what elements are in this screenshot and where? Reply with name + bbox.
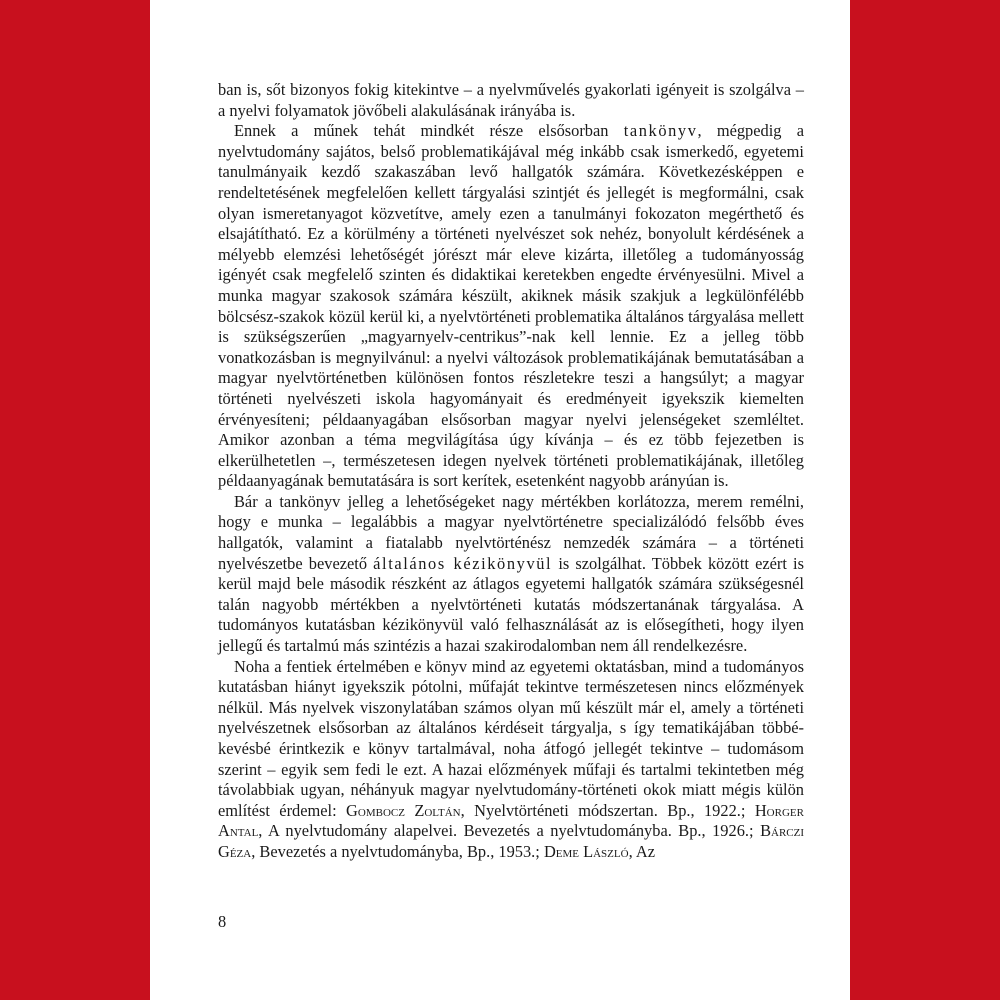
paragraph-2-text-b: , mégpedig a nyelvtudomány sajátos, belső problematikájával még inkább csak ismerkedő, egyetemi tanulmányaik kezdő szakaszában levő hallgatók számára. Következésképpen e rendeltetésének megfelelően kellett tárgyalási szintjét és jellegét is megformálni, csak olyan ismeretanyagot közvetítve, amely ezen a tanulmányi fokozaton megérthető és elsajátítható. Ez a körülmény a történeti nyelvészet sok nehéz, bonyolult kérdésének a mélyebb elemzési lehetőségét jórészt már eleve kizárta, illetőleg a tudományosság igényét csak megfelelő szinten és didaktikai keretekben engedte érvényesülni. Mivel a munka magyar szakosok számára készült, akiknek másik szakjuk a legkülönfélébb bölcsész-szakok közül kerül ki, a nyelvtörténeti problematika általános tárgyalása mellett is szükségszerűen „magyarnyelv-centrikus”-nak kell lennie. Ez a jelleg több vonatkozásban is megnyilvánul: a nyelvi változások problematikájának bemutatásában a magyar nyelvtörténetben különösen fontos részletekre teszi a hangsúlyt; a magyar történeti nyelvészeti iskola hagyományait és eredményeit igyekszik kiemelten érvényesíteni; példaanyagában elsősorban magyar nyelvi jelenségeket szemléltet. Amikor azonban a téma megvilágítása úgy kívánja – és ez több fejezetben is elkerülhetetlen –, természetesen idegen nyelvek történeti problematikájának, illetőleg példaanyagának bemutatására is sort kerítek, esetenként nagyobb arányúan is. (218, 121, 804, 491)
author-barczi: Bárczi Géza (218, 821, 804, 861)
author-deme: Deme László (543, 841, 629, 861)
page-number: 8 (218, 912, 227, 931)
paragraph-3-text-b: is szolgálhat. Többek között ezért is kerül majd bele második részként az átlagos egyetemi hallgatók számára szükségesnél talán nagyobb mértékben a nyelvtörténeti kutatás módszertanának tárgyalása. A tudományos kutatásban kézikönyvül való felhasználását az is elősegítheti, hogy ilyen jellegű és tartalmú más szintézis a hazai szakirodalomban nem áll rendelkezésre. (218, 553, 804, 656)
reference-barczi: , Bevezetés a nyelvtudományba, Bp., 1953.; (251, 841, 540, 861)
reference-gombocz: , Nyelvtörténeti módszertan. Bp., 1922.; (460, 800, 746, 820)
paragraph-2 (218, 121, 804, 492)
paragraph-2-text-a: Ennek a műnek tehát mindkét része elsősorban (234, 121, 609, 141)
author-gombocz: Gombocz Zoltán (346, 800, 461, 820)
author-horger: Horger Antal (218, 800, 804, 841)
paragraph-1-text: ban is, sőt bizonyos fokig kitekintve – a nyelvművelés gyakorlati igényeit is szolgálva – a nyelvi folyamatok jövőbeli alakulásának irányába is. (218, 80, 804, 120)
emphasis-tankonyv: tankönyv (623, 121, 698, 141)
paragraph-3 (218, 492, 804, 657)
paragraph-4-text-a: Noha a fentiek értelmében e könyv mind az egyetemi oktatásban, mind a tudományos kutatásban hiányt igyekszik pótolni, műfaját tekintve természetesen nincs előzmények nélkül. Más nyelvek viszonylatában számos olyan mű készült már el, amely a történeti nyelvészetnek elsősorban az általános kérdéseit tárgyalja, s így tematikájában többé-kevésbé érintkezik e könyv tartalmával, noha átfogó jellegét tekintve – tudomásom szerint – egyik sem fedi le ezt. A hazai előzmények műfaji és tartalmi tekintetben még távolabbiak ugyan, néhányuk magyar nyelvtudomány-történeti okok miatt mégis külön említést érdemel: (218, 656, 804, 820)
paragraph-3-text-a: Bár a tankönyv jelleg a lehetőségeket nagy mértékben korlátozza, merem remélni, hogy e munka – legalábbis a magyar nyelvtörténetre specializálódó felsőbb éves hallgatók, valamint a fiatalabb nyelvtörténész nemzedék számára – a történeti nyelvészetbe bevezető (218, 491, 804, 573)
reference-deme: , Az (628, 841, 655, 861)
reference-horger: , A nyelvtudomány alapelvei. Bevezetés a nyelvtudományba. Bp., 1926.; (258, 821, 754, 841)
left-red-band (0, 0, 150, 1000)
paragraph-4 (218, 657, 804, 863)
emphasis-altalanos-kezikonyvul: általános kézikönyvül (373, 553, 553, 573)
book-page (150, 0, 850, 1000)
body-text (218, 80, 804, 863)
paragraph-1 (218, 80, 804, 121)
right-red-band (850, 0, 1000, 1000)
